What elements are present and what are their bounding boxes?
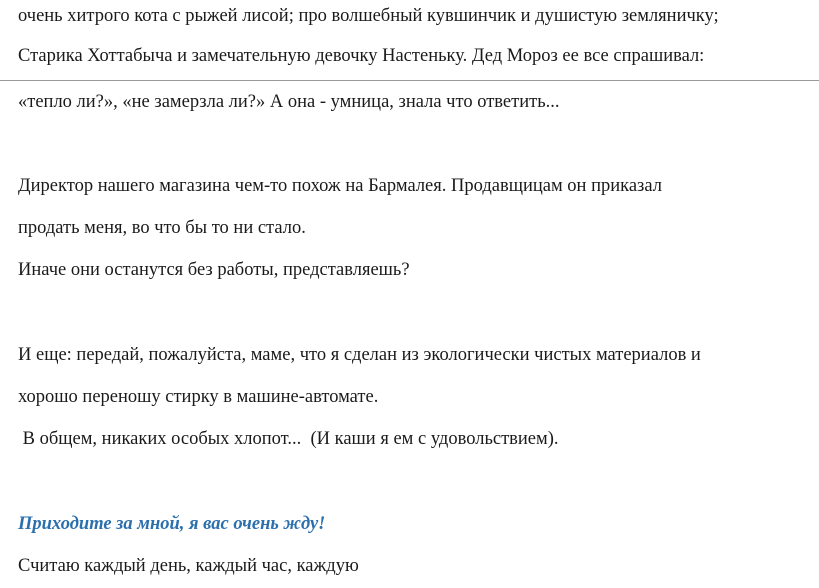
text-line: очень хитрого кота с рыжей лисой; про волшебный кувшинчик и душистую земляничку; — [18, 6, 719, 26]
text-line: Считаю каждый день, каждый час, каждую — [18, 556, 359, 576]
highlighted-heading: Приходите за мной, я вас очень жду! — [18, 514, 326, 534]
page-break-separator — [0, 80, 819, 81]
text-line: продать меня, во что бы то ни стало. — [18, 218, 306, 238]
text-line: В общем, никаких особых хлопот... (И каши я ем с удовольствием). — [18, 429, 559, 449]
text-line: И еще: передай, пожалуйста, маме, что я сделан из экологически чистых материалов и — [18, 345, 701, 365]
text-line: Иначе они останутся без работы, представляешь? — [18, 260, 410, 280]
text-line: хорошо переношу стирку в машине-автомате. — [18, 387, 379, 407]
text-line: Старика Хоттабыча и замечательную девочку Настеньку. Дед Мороз ее все спрашивал: — [18, 46, 705, 66]
text-line: «тепло ли?», «не замерзла ли?» А она - умница, знала что ответить... — [18, 92, 560, 112]
text-line: Директор нашего магазина чем-то похож на Бармалея. Продавщицам он приказал — [18, 176, 662, 196]
